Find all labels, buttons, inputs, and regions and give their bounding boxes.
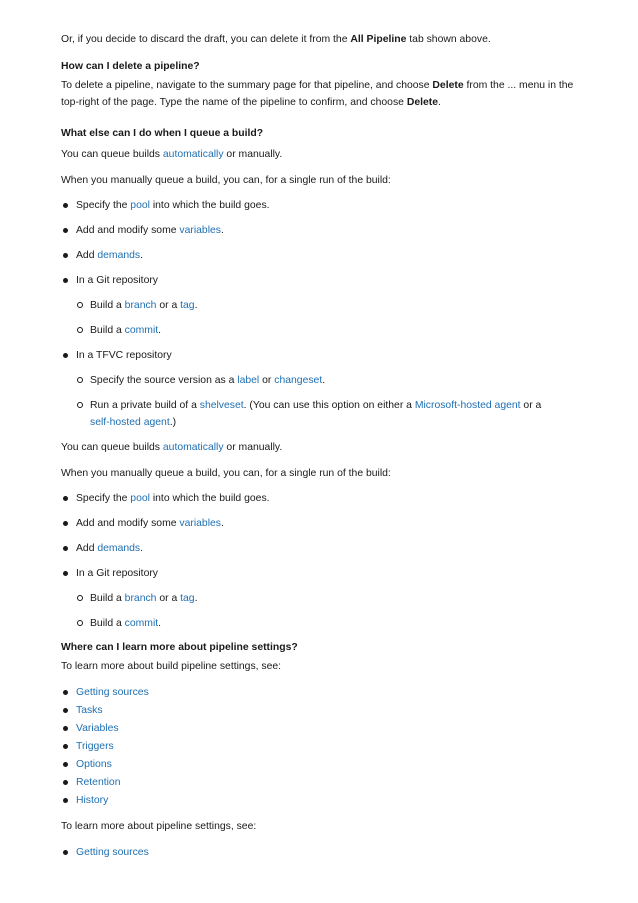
getting-sources-link[interactable]: Getting sources bbox=[76, 847, 149, 858]
history-link[interactable]: History bbox=[76, 795, 109, 806]
automatically-link[interactable]: automatically bbox=[162, 442, 224, 453]
shelveset-line2: self-hosted agent.) bbox=[90, 417, 177, 428]
pipeline-settings-heading: Where can I learn more about pipeline settings? bbox=[61, 642, 298, 653]
commit-link[interactable]: commit bbox=[124, 325, 159, 336]
shelveset-link[interactable]: shelveset bbox=[199, 400, 244, 411]
demands-link[interactable]: demands bbox=[97, 543, 141, 554]
branch-link[interactable]: branch bbox=[124, 593, 157, 604]
label-link[interactable]: label bbox=[237, 375, 260, 386]
delete-instructions-line2: top-right of the page. Type the name of the pipeline to confirm, and choose Delete. bbox=[61, 97, 441, 108]
triggers-link[interactable]: Triggers bbox=[76, 741, 114, 752]
variables-link[interactable]: variables bbox=[179, 518, 221, 529]
self-hosted-agent-link[interactable]: self-hosted agent bbox=[90, 417, 170, 428]
branch-link[interactable]: branch bbox=[124, 300, 157, 311]
queue-build-heading: What else can I do when I queue a build? bbox=[61, 128, 264, 139]
queue-intro: You can queue builds automatically or manually. bbox=[61, 442, 283, 453]
getting-sources-link[interactable]: Getting sources bbox=[76, 687, 149, 698]
changeset-link[interactable]: changeset bbox=[274, 375, 323, 386]
delete-pipeline-heading: How can I delete a pipeline? bbox=[61, 61, 200, 72]
automatically-link[interactable]: automatically bbox=[162, 149, 224, 160]
demands-link[interactable]: demands bbox=[97, 250, 141, 261]
draft-note: Or, if you decide to discard the draft, you can delete it from the All Pipeline tab shown above. bbox=[61, 34, 491, 45]
queue-intro: You can queue builds automatically or manually. bbox=[61, 149, 283, 160]
settings-intro-2: To learn more about pipeline settings, see: bbox=[61, 821, 257, 832]
settings-intro: To learn more about build pipeline settings, see: bbox=[61, 661, 282, 672]
variables-settings-link[interactable]: Variables bbox=[76, 723, 119, 734]
retention-link[interactable]: Retention bbox=[76, 777, 121, 788]
all-pipeline-tab-name: All Pipeline bbox=[350, 34, 407, 45]
commit-link[interactable]: commit bbox=[124, 618, 159, 629]
tag-link[interactable]: tag bbox=[180, 593, 195, 604]
delete-instructions-line1: To delete a pipeline, navigate to the summary page for that pipeline, and choose Delete from the ... menu in the bbox=[61, 80, 574, 91]
options-link[interactable]: Options bbox=[76, 759, 112, 770]
tag-link[interactable]: tag bbox=[180, 300, 195, 311]
microsoft-hosted-agent-link[interactable]: Microsoft-hosted agent bbox=[414, 400, 521, 411]
pool-link[interactable]: pool bbox=[130, 200, 150, 211]
tasks-link[interactable]: Tasks bbox=[76, 705, 103, 716]
variables-link[interactable]: variables bbox=[179, 225, 221, 236]
manual-queue-lead: When you manually queue a build, you can, for a single run of the build: bbox=[61, 175, 391, 186]
pool-link[interactable]: pool bbox=[130, 493, 150, 504]
manual-queue-lead: When you manually queue a build, you can, for a single run of the build: bbox=[61, 468, 391, 479]
